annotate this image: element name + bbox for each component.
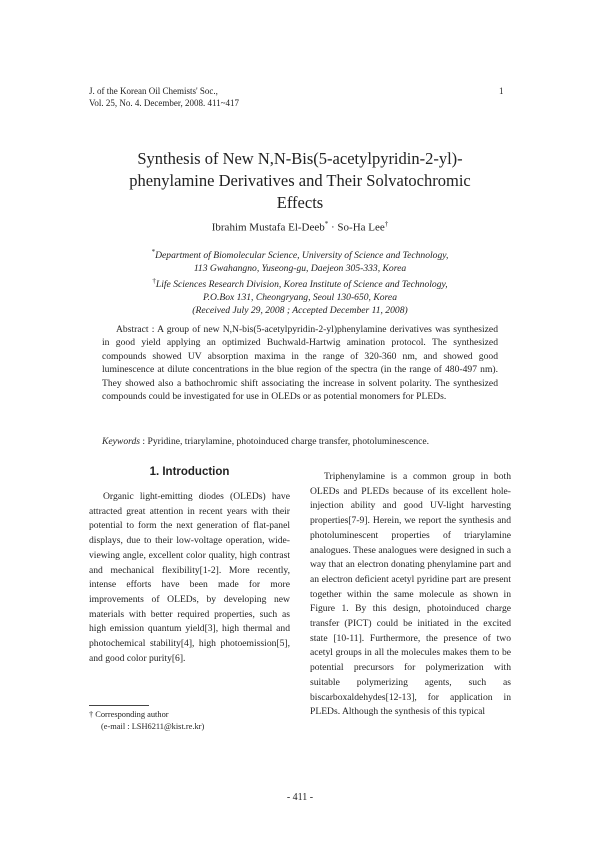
- keywords-separator: :: [140, 436, 148, 447]
- title-line-3: Effects: [276, 193, 324, 212]
- affiliation-1-mark: *: [151, 248, 156, 256]
- abstract: [102, 323, 498, 403]
- abstract-label: Abstract: [116, 324, 149, 335]
- author-1-mark: *: [324, 220, 329, 228]
- abstract-text: A group of new N,N-bis(5-acetylpyridin-2-yl)phenylamine derivatives was synthesized in good yield applying an optimized Buchwald-Hartwig amination protocol. The synthesized compounds showed UV absorption maxima in the range of 320-360 nm, and showed good luminescence at dilute concentrations in the blue region of the spectra (in the range of 480-497 nm). They showed also a bathochromic shift associating the increase in solvent polarity. The synthesized compounds could be investigated for use in OLEDs or as potential monomers for PLEDs.: [102, 324, 498, 403]
- intro-paragraph-left: Organic light-emitting diodes (OLEDs) have attracted great attention in recent years with their potential to form the next generation of flat-panel displays, due to their low-voltage operation, wide-viewing angle, excellent color quality, high contrast and mechanical flexibility[1-2]. More recently, intense efforts have been made for more improvements of OLEDs, by developing new materials with better required properties, such as high emission quantum yield[3], high thermal and photochemical stability[4], high photoemission[5], and good color purity[6].: [89, 491, 290, 664]
- journal-volume: Vol. 25, No. 4. December, 2008. 411~417: [89, 97, 239, 108]
- keywords: [102, 436, 498, 447]
- affiliation-2-mark: †: [152, 277, 156, 286]
- keywords-text: Pyridine, triarylamine, photoinduced charge transfer, photoluminescence.: [147, 436, 430, 447]
- page-number: - 411 -: [286, 792, 314, 803]
- section-heading-introduction: 1. Introduction: [149, 466, 230, 478]
- affiliation-line-1: Department of Biomolecular Science, University of Science and Technology,: [155, 250, 449, 262]
- author-2-mark: †: [384, 220, 389, 228]
- footnote-label: Corresponding author: [95, 710, 169, 719]
- affiliation-line-2: 113 Gwahangno, Yuseong-gu, Daejeon 305-333, Korea: [193, 262, 407, 274]
- journal-header: [89, 86, 239, 109]
- footnote-email: (e-mail : LSH6211@kist.re.kr): [101, 721, 205, 731]
- author-separator: ·: [328, 221, 338, 234]
- intro-paragraph-right: Triphenylamine is a common group in both OLEDs and PLEDs because of its excellent hole-injection ability and good UV-light harvesting properties[7-9]. Herein, we report the synthesis and photoluminescent properties of triarylamine analogues. These analogues were designed in such a way that an electron donating phenylamine part and an electron deficient acetyl pyridine part are present together within the same molecule as shown in Figure 1. By this design, photoinduced charge transfer (PICT) could be initiated in the excited state [10-11]. Furthermore, the presence of two acetyl groups in all the molecules makes them to be potential precursors for polymerization with suitable polymerizing agents, such as biscarboxaldehydes[12-13], for application in PLEDs. Although the synthesis of this typical: [310, 471, 511, 718]
- header-page-index: 1: [499, 86, 504, 96]
- affiliation-line-4: P.O.Box 131, Cheongryang, Seoul 130-650, Korea: [203, 292, 397, 304]
- right-column: [310, 470, 511, 720]
- paper-title: [70, 148, 530, 214]
- footnote-divider: [89, 705, 149, 706]
- title-line-2: phenylamine Derivatives and Their Solvatochromic: [129, 171, 471, 190]
- affiliations: [80, 246, 520, 317]
- author-1: Ibrahim Mustafa El-Deeb: [211, 221, 325, 234]
- title-line-1: Synthesis of New N,N-Bis(5-acetylpyridin-2-yl)-: [137, 149, 463, 168]
- affiliation-line-3: Life Sciences Research Division, Korea Institute of Science and Technology,: [155, 279, 448, 291]
- author-list: [70, 220, 530, 234]
- author-2: So-Ha Lee: [337, 221, 385, 234]
- received-dates: (Received July 29, 2008 ; Accepted December 11, 2008): [192, 304, 408, 316]
- keywords-label: Keywords: [102, 436, 141, 447]
- abstract-separator: :: [148, 324, 158, 335]
- footnote-mark: †: [89, 710, 94, 719]
- journal-name: J. of the Korean Oil Chemists' Soc.,: [89, 86, 218, 96]
- footnote: [89, 709, 204, 732]
- left-column: [89, 464, 290, 666]
